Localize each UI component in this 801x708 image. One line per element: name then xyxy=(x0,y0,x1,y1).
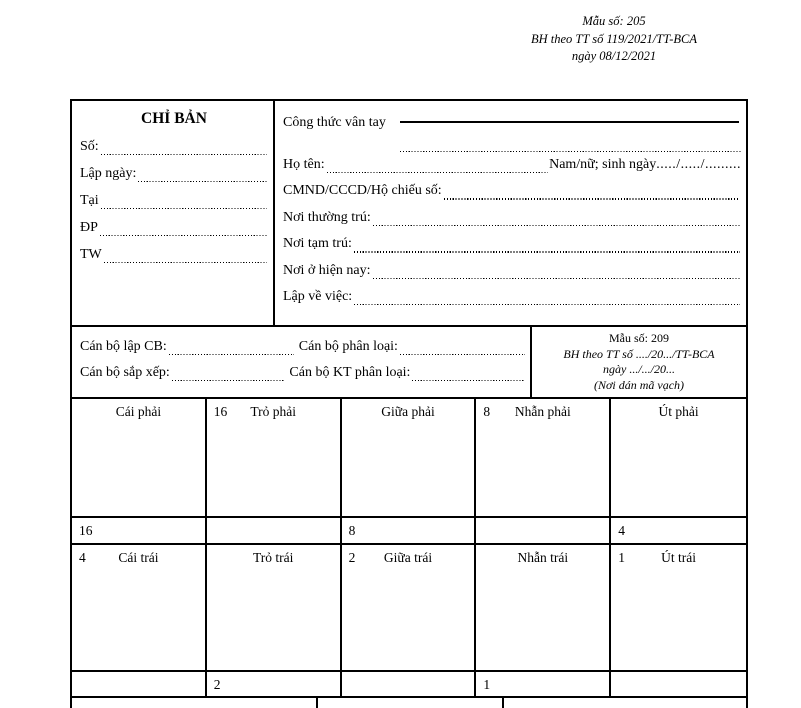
classification-cell: 2 xyxy=(207,672,342,697)
finger-cell-left-little xyxy=(611,545,746,670)
fill-in-line xyxy=(102,241,268,268)
field-label: Tại xyxy=(80,193,99,208)
info-row-reason xyxy=(283,284,741,310)
field-row-place xyxy=(80,187,268,214)
right-hand-print-row xyxy=(72,399,746,518)
partial-row-divider xyxy=(502,698,504,708)
field-row-tw xyxy=(80,241,268,268)
finger-value: 4 xyxy=(79,550,86,565)
fill-in-line xyxy=(99,133,268,160)
card-info-panel xyxy=(72,101,275,325)
field-row-number xyxy=(80,133,268,160)
finger-value: 2 xyxy=(348,550,356,565)
finger-label: Giữa phải xyxy=(381,404,435,419)
field-label: Cán bộ lập CB: xyxy=(80,339,167,354)
partial-row-divider xyxy=(316,698,318,708)
fill-in-line xyxy=(98,214,268,241)
finger-cell-left-index xyxy=(207,545,342,670)
issuance-note xyxy=(468,13,760,66)
field-label: Cán bộ sắp xếp: xyxy=(80,365,170,380)
formula-fraction-denominator-line xyxy=(400,123,739,152)
finger-value: 1 xyxy=(618,550,625,565)
fingerprint-table xyxy=(70,397,748,708)
classification-cell: 4 xyxy=(618,523,625,538)
formula-fraction-bar xyxy=(400,114,739,123)
fill-in-line xyxy=(371,205,741,231)
finger-cell-right-index xyxy=(207,399,342,516)
classification-cell xyxy=(207,518,342,543)
finger-label: Nhẫn trái xyxy=(517,550,569,565)
barcode-box-note: (Nơi dán mã vạch) xyxy=(593,377,685,392)
finger-cell-left-middle xyxy=(342,545,477,670)
finger-cell-right-ring xyxy=(476,399,611,516)
fill-in-line xyxy=(167,334,295,360)
field-label: Nơi tạm trú: xyxy=(283,236,352,252)
formula-fraction xyxy=(400,114,739,152)
finger-cell-right-little xyxy=(611,399,746,516)
info-row-id-number xyxy=(283,178,741,204)
classification-cell xyxy=(476,518,611,543)
issuance-note-form-number: Mẫu số: 205 xyxy=(582,14,646,28)
fill-in-line xyxy=(371,258,741,284)
finger-label: Trỏ trái xyxy=(253,550,294,565)
fill-in-line xyxy=(442,178,741,204)
field-label: Số: xyxy=(80,139,99,154)
fill-in-line xyxy=(136,160,268,187)
card-header-box xyxy=(70,99,748,397)
classification-cell: 1 xyxy=(476,672,611,697)
classification-cell: 16 xyxy=(72,518,207,543)
finger-cell-left-thumb xyxy=(72,545,207,670)
classification-cell xyxy=(342,672,477,697)
field-label: Cán bộ KT phân loại: xyxy=(289,365,411,380)
finger-cell-right-thumb xyxy=(72,399,207,516)
field-label: Lập về việc: xyxy=(283,288,353,304)
officers-band xyxy=(72,327,746,397)
gender-birth-label: Nam/nữ; sinh ngày xyxy=(549,157,657,172)
field-row-dp xyxy=(80,214,268,241)
finger-label: Út trái xyxy=(661,550,697,565)
classification-strip-1 xyxy=(72,518,746,545)
birth-date-dots: ...../...../......... xyxy=(656,157,741,172)
field-label: ĐP xyxy=(80,220,98,235)
finger-label: Nhẫn phải xyxy=(514,404,571,419)
barcode-box-date: ngày .../.../20... xyxy=(603,362,675,376)
finger-label: Giữa trái xyxy=(383,550,433,565)
finger-label: Cái trái xyxy=(118,550,159,565)
barcode-box-form-number: Mẫu số: 209 xyxy=(609,331,669,345)
finger-label: Út phải xyxy=(658,404,699,419)
card-title: CHỈ BẢN xyxy=(141,110,207,127)
fill-in-line xyxy=(398,334,526,360)
classification-cell xyxy=(72,672,207,697)
finger-label: Trỏ phải xyxy=(250,404,297,419)
fill-in-line xyxy=(352,284,741,310)
plain-impressions-row-partial xyxy=(72,698,746,708)
info-row-name xyxy=(283,152,741,178)
finger-value: 8 xyxy=(483,404,491,419)
finger-cell-left-ring xyxy=(476,545,611,670)
field-label: TW xyxy=(80,247,102,262)
field-label: CMND/CCCD/Hộ chiếu số: xyxy=(283,183,442,199)
fingerprint-formula-row xyxy=(283,101,741,152)
field-row-created-date xyxy=(80,160,268,187)
finger-cell-right-middle xyxy=(342,399,477,516)
officers-panel xyxy=(72,327,532,397)
fill-in-line xyxy=(325,152,549,178)
issuance-note-circular: BH theo TT số 119/2021/TT-BCA xyxy=(531,31,697,46)
finger-label: Cái phải xyxy=(115,404,162,419)
field-label: Họ tên: xyxy=(283,157,325,172)
info-row-permanent-residence xyxy=(283,205,741,231)
field-label: Nơi thường trú: xyxy=(283,209,371,225)
field-label: Nơi ở hiện nay: xyxy=(283,262,371,278)
info-row-temporary-residence xyxy=(283,231,741,257)
person-info-panel xyxy=(275,101,746,325)
classification-cell: 8 xyxy=(342,518,477,543)
officer-row-1 xyxy=(80,334,526,360)
fill-in-line xyxy=(99,187,268,214)
field-label: Lập ngày: xyxy=(80,166,137,181)
top-section xyxy=(72,101,746,327)
barcode-box xyxy=(532,327,746,397)
fill-in-line xyxy=(410,360,526,386)
classification-strip-2 xyxy=(72,672,746,698)
fill-in-line xyxy=(170,360,286,386)
classification-cell xyxy=(611,672,746,697)
left-hand-print-row xyxy=(72,545,746,672)
finger-value: 16 xyxy=(213,404,228,419)
fill-in-line xyxy=(352,231,741,257)
formula-label: Công thức vân tay xyxy=(283,115,386,130)
barcode-box-circular: BH theo TT số ..../20.../TT-BCA xyxy=(563,346,715,361)
field-label: Cán bộ phân loại: xyxy=(298,339,398,354)
issuance-note-date: ngày 08/12/2021 xyxy=(571,49,657,63)
info-row-current-residence xyxy=(283,258,741,284)
officer-row-2 xyxy=(80,360,526,386)
